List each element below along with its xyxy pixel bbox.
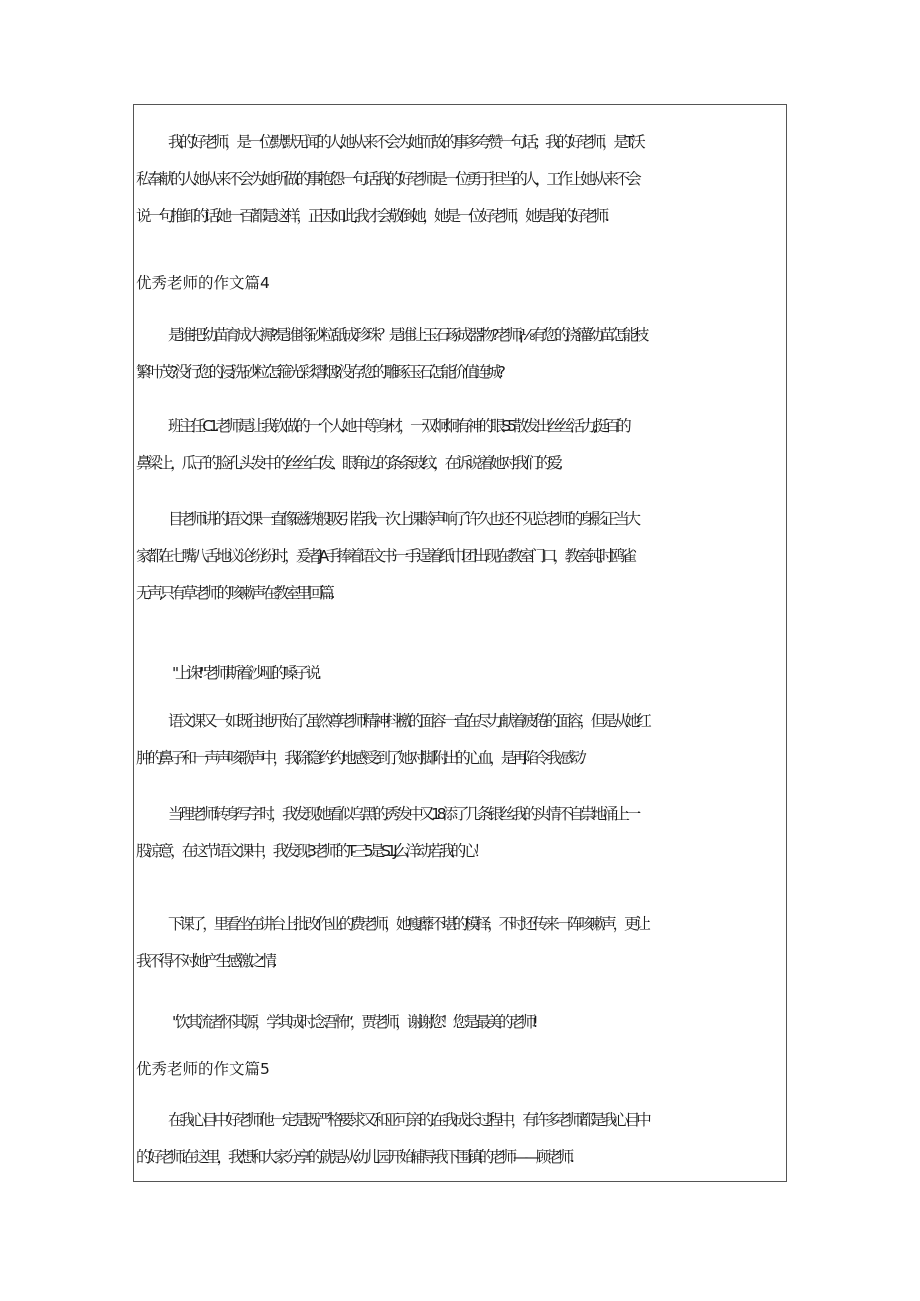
text-line: 是谁把幼苗育成大褥?是谁将砂粒舐成珍珠？是谁让玉石琢成器物?老师¡⅛有您的浇灌幼苗怎能枝 [168, 326, 646, 344]
text-line: 我的好老师，是一位默默无闻的人,她从来不会为她而故的事多夸赞一句话；我的好老师，是T沃 [168, 133, 642, 151]
text-line: 我不得不对她产生感激之情. [136, 952, 274, 970]
paragraph-silver-hair [134, 796, 786, 870]
text-line: 当理老师转身写字时，我发现她看似乌黑的.秀发中又18添了几条银丝.我的头情不自祟地涌上一 [168, 805, 638, 823]
text-line: 私奉献的人她从来不会为她所做的事抱怨一句话我的好老师是一位勇于担当的人，工作上她从来不会 [136, 170, 638, 188]
paragraph-after-class [134, 906, 786, 980]
text-line: "上诛!"老师斯着沙哑的嗓子说. [172, 664, 318, 682]
page-frame [133, 104, 787, 1182]
paragraph-class-begins-quote [134, 655, 786, 692]
text-segment-italic: 感动. [557, 749, 582, 767]
paragraph-chinese-class [134, 501, 786, 612]
paragraph-head-teacher [134, 408, 786, 482]
paragraph-lesson-continues [134, 703, 786, 777]
section-heading-essay-4: 优秀老师的作文篇4 [136, 274, 270, 292]
text-line: 下课了，里看坐在讲台上批改作业的费老师，她瘦蘼不堪的模择，不时还传来一阵咳嗽声，更让 [168, 915, 647, 933]
text-line: 股凉意，在这节语文课中，我发现3老师的T-三5是S1.J么洋动若我的心！ [136, 842, 485, 860]
text-line: 鼻梁上，瓜子的脸孔.头发中的丝丝白发、眼角边的条条豉纹，在诉说着她对我们的爱. [136, 454, 560, 472]
text-line: 家都在七嘴八舌地议论纷纷时，爰者JA手捧着语文书一手逞着纸巾团出现在教室门口，教室钝时鸥雀 [136, 547, 633, 565]
paragraph-my-good-teacher [134, 1102, 786, 1176]
text-line: 无声,只有草老师的咳嗽声在教室里回篇. [136, 584, 332, 602]
text-line: 繁叶茂?没行您的浸洗砂粒怎箍光彩熠烟?没存您的雕琢玉石怎能价值连城? [136, 363, 502, 381]
section-heading-essay-5: 优秀老师的作文篇5 [136, 1060, 270, 1078]
text-line: 的好老师.在这里，我想和大家分享的就是从幼儿园开始辅导我下围镇的老师——顾老师. [136, 1148, 571, 1166]
text-segment: 肿的鼻子和一声声咳歌声中，我除隐约约地感受到了她对脚附出的心血，是再陷令我 [136, 749, 558, 767]
paragraph-thank-you [134, 1004, 786, 1041]
text-line: 说一句推卸的话.她一百都是这样，正因如此,我才会敬倒她，她是一位好老师，她是我的好老师. [136, 207, 606, 225]
text-line [134, 740, 786, 777]
text-line: "饮其流者怀其源，学其成时念吾怖“，贾老师，谢谢您！您是最美的老师! [172, 1013, 535, 1031]
text-line: 语文课又一如既往地开始了.虽然尊老师精神抖檄的面容一直在尽力献着疲倦的面容，但是从她红 [168, 712, 648, 730]
text-line: 目老师讲的语文课一直像磁铁般吸引若我.一次上课龄声响了许久也还不见总老师的身影.正当大 [168, 510, 638, 528]
text-line: 班主任C1.老师是让我钦做的一个人.她中等身材，一双炯炯有神的眼S5散发出丝丝活力,挺百的 [168, 417, 628, 435]
paragraph-who-nurtured [134, 317, 786, 391]
paragraph-good-teacher-summary [134, 124, 786, 235]
text-line: 在我心目中好老师他一定是既严格要求又和亚可亲的.在我成长过程中，有许多老师都是我心目中 [168, 1111, 648, 1129]
